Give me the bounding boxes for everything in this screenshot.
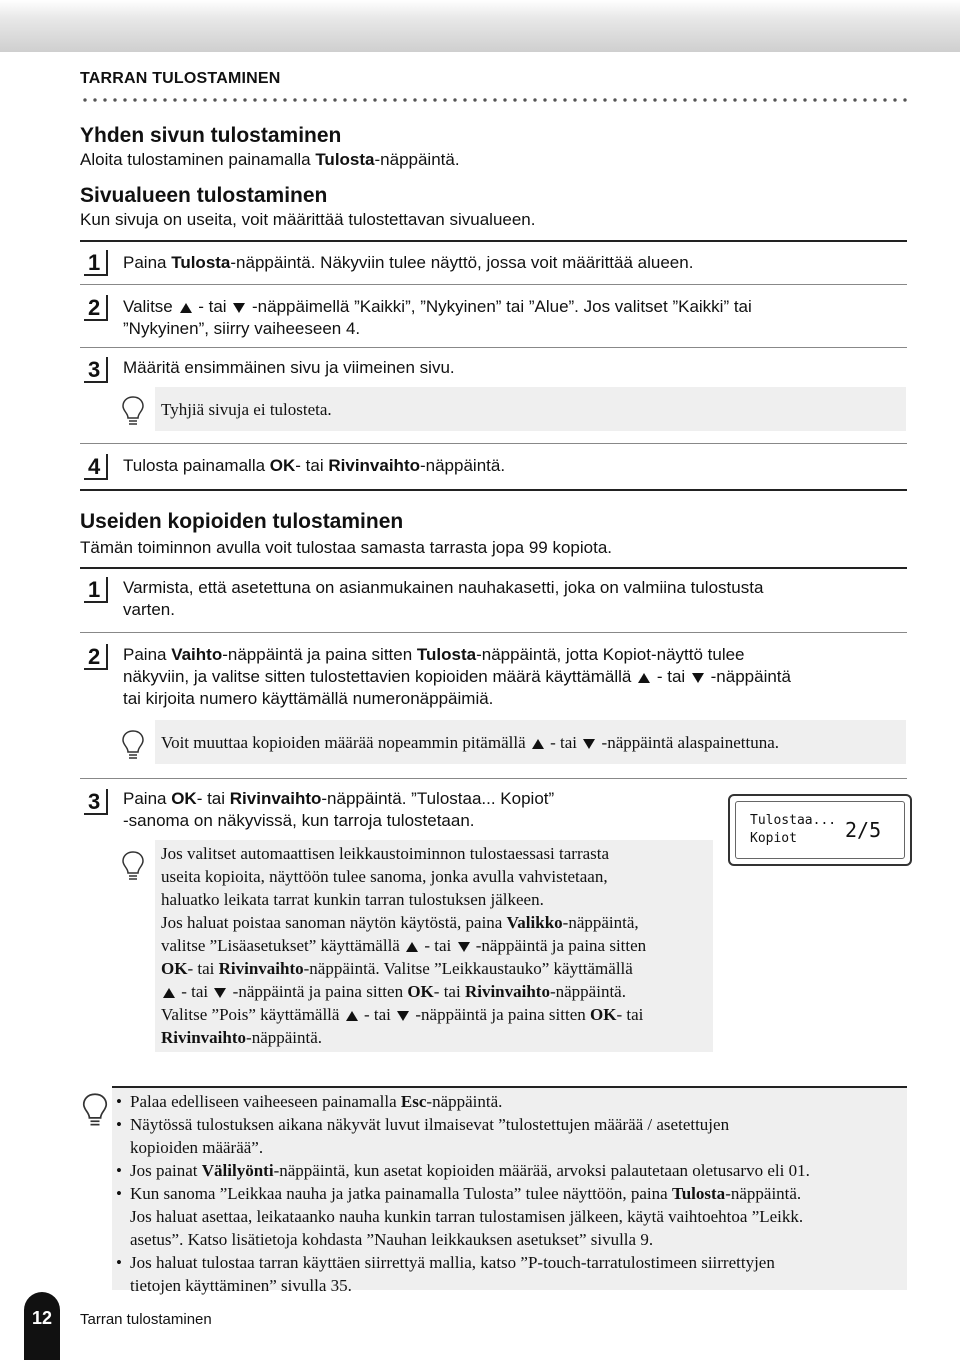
arrow-down-icon (458, 942, 470, 952)
tips-box (112, 1086, 907, 1295)
lightbulb-icon (120, 850, 146, 882)
arrow-down-icon (233, 303, 245, 313)
arrow-up-icon (163, 988, 175, 998)
step-number: 3 (84, 357, 108, 383)
tip-item: • Näytössä tulostuksen aikana näkyvät luvut ilmaisevat ”tulostettujen määrää / asetettujen kopioiden määrää”. (116, 1113, 903, 1159)
arrow-up-icon (638, 673, 650, 683)
arrow-up-icon (346, 1011, 358, 1021)
heading-single-page: Yhden sivun tulostaminen (80, 124, 342, 147)
page-number-tab: 12 (24, 1292, 60, 1360)
step-number: 1 (84, 577, 108, 603)
tip-item: • Jos haluat tulostaa tarran käyttäen siirrettyä mallia, katso ”P-touch-tarratulostimeen siirrettyjen tietojen käyttäminen” sivulla 35. (116, 1251, 903, 1297)
step-rule (80, 240, 907, 242)
copies-step-1: Varmista, että asetettuna on asianmukainen nauhakasetti, joka on valmiina tulostusta varten. (123, 578, 764, 619)
step-rule (80, 778, 907, 779)
tip-item: • Jos painat Välilyönti-näppäintä, kun asetat kopioiden määrää, arvoksi palautetaan oletusarvo eli 01. (116, 1159, 903, 1182)
arrow-up-icon (180, 303, 192, 313)
arrow-down-icon (214, 988, 226, 998)
arrow-down-icon (692, 673, 704, 683)
step-number: 1 (84, 250, 108, 276)
step-rule (80, 347, 907, 348)
step-rule (80, 567, 907, 569)
lcd-line-1: Tulostaa... (750, 813, 837, 828)
step-number: 2 (84, 644, 108, 670)
note-empty-pages: Tyhjiä sivuja ei tulosteta. (155, 387, 906, 431)
heading-page-range: Sivualueen tulostaminen (80, 184, 328, 207)
note-copy-speed: Voit muuttaa kopioiden määrää nopeammin pitämällä - tai -näppäintä alaspainettuna. (155, 720, 906, 764)
tip-item: • Palaa edelliseen vaiheeseen painamalla Esc-näppäintä. (116, 1090, 903, 1113)
step-number: 3 (84, 789, 108, 815)
tip-item: • Kun sanoma ”Leikkaa nauha ja jatka painamalla Tulosta” tulee näyttöön, paina Tulosta-näppäintä. Jos haluat asettaa, leikataanko nauha kunkin tarran tulostamisen jälkeen, käytä vaihtoehtoa ”Leikk. asetus”. Katso lisätietoja kohdasta ”Nauhan leikkauksen asetukset” sivulla 9. (116, 1182, 903, 1251)
arrow-up-icon (532, 739, 544, 749)
lightbulb-icon (120, 729, 146, 761)
lcd-line-2: Kopiot (750, 831, 797, 846)
step-number: 4 (84, 454, 108, 480)
range-step-2: Valitse - tai -näppäimellä ”Kaikki”, ”Nykyinen” tai ”Alue”. Jos valitset ”Kaikki” tai ”Nykyinen”, siirry vaiheeseen 4. (123, 297, 752, 338)
intro-page-range: Kun sivuja on useita, voit määrittää tulostettavan sivualueen. (80, 210, 536, 229)
arrow-down-icon (397, 1011, 409, 1021)
intro-multiple-copies: Tämän toiminnon avulla voit tulostaa samasta tarrasta jopa 99 kopiota. (80, 538, 613, 557)
step-rule (80, 632, 907, 633)
lcd-display (728, 794, 912, 866)
heading-multiple-copies: Useiden kopioiden tulostaminen (80, 510, 404, 533)
lcd-copy-count: 2/5 (845, 818, 882, 842)
dotted-divider (80, 97, 908, 103)
step-number: 2 (84, 295, 108, 321)
section-end-rule (80, 489, 907, 491)
range-step-3: Määritä ensimmäinen sivu ja viimeinen sivu. (123, 358, 455, 377)
section-header: TARRAN TULOSTAMINEN (80, 70, 281, 87)
step-rule (80, 284, 907, 285)
top-gradient-bar (0, 0, 960, 52)
footer-chapter-title: Tarran tulostaminen (80, 1311, 212, 1328)
copies-step-2: Paina Vaihto-näppäintä ja paina sitten Tulosta-näppäintä, jotta Kopiot-näyttö tulee näkyviin, ja valitse sitten tulostettavien kopioiden määrä käyttämällä - tai -näppäintä tai kirjoita numero käyttämällä numeronäppäimiä. (123, 645, 791, 708)
range-step-1: Paina Tulosta-näppäintä. Näkyviin tulee näyttö, jossa voit määrittää alueen. (123, 253, 694, 272)
arrow-down-icon (583, 739, 595, 749)
note-auto-cut: Jos valitset automaattisen leikkaustoiminnon tulostaessasi tarrasta useita kopioita, näyttöön tulee sanoma, jonka avulla vahvistetaan, haluatko leikata tarrat kunkin tarran tulostuksen jälkeen. Jos haluat poistaa sanoman näytön käytöstä, paina Valikko-näppäintä, valitse ”Lisäasetukset” käyttämällä - tai -näppäintä ja paina sitten OK- tai Rivinvaihto-näppäintä. Valitse ”Leikkaustauko” käyttämällä - tai -näppäintä ja paina sitten OK- tai Rivinvaihto-näppäintä. Valitse ”Pois” käyttämällä - tai -näppäintä ja paina sitten OK- tai Rivinvaihto-näppäintä. (155, 840, 713, 1052)
range-step-4: Tulosta painamalla OK- tai Rivinvaihto-näppäintä. (123, 456, 506, 475)
lightbulb-icon (120, 395, 146, 427)
arrow-up-icon (406, 942, 418, 952)
intro-single-page: Aloita tulostaminen painamalla Tulosta-näppäintä. (80, 150, 460, 169)
copies-step-3: Paina OK- tai Rivinvaihto-näppäintä. ”Tulostaa... Kopiot” -sanoma on näkyvissä, kun tarroja tulostetaan. (123, 789, 555, 830)
step-rule (80, 443, 907, 444)
lightbulb-icon (80, 1092, 110, 1128)
